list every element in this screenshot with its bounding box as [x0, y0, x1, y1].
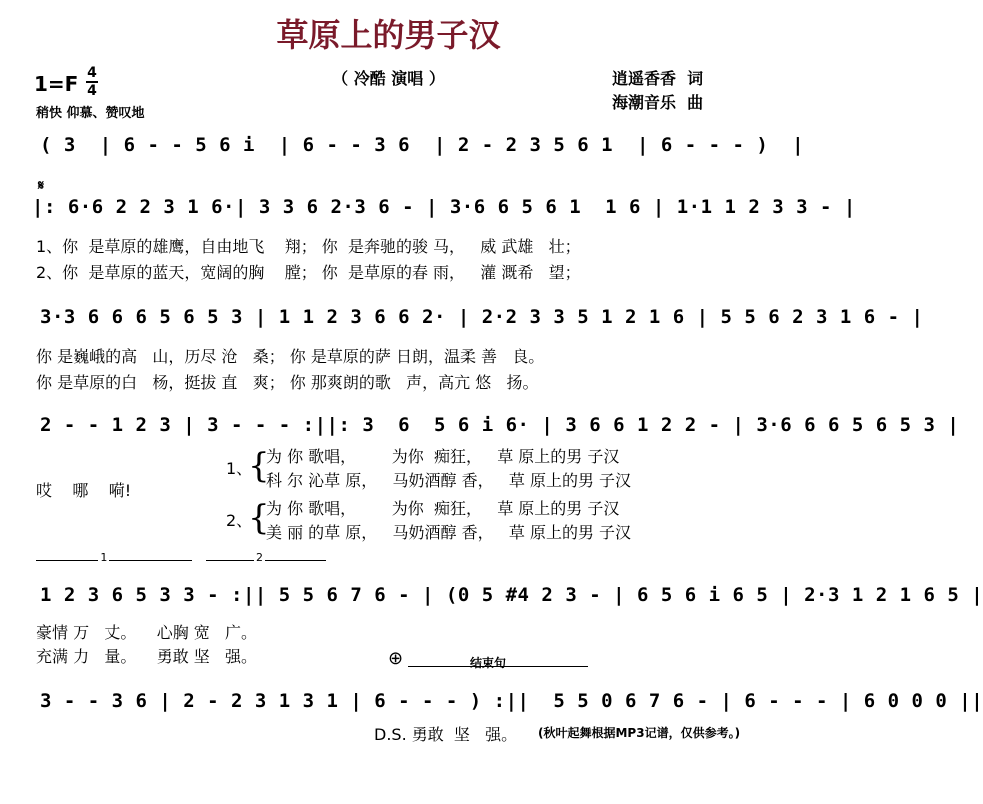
verse-brace-2: { — [248, 498, 270, 538]
lyric-row-4-v1-line-1: 为 你 歌唱， 为你 痴狂， 草 原上的男 子汉 — [266, 447, 620, 466]
lyric-row-5-verse-1: 豪情 万 丈。 心胸 宽 广。 — [36, 623, 258, 642]
lyric-row-3-verse-2: 你 是草原的白 杨，挺拔 直 爽； 你 那爽朗的歌 声，高亢 悠 扬。 — [36, 373, 539, 392]
notation-row-1: ( 3 | 6 - - 5 6 i | 6 - - 3 6 | 2 - 2 3 5 6 1 | 6 - - - ) | — [40, 134, 805, 156]
verse-brace-1: { — [248, 446, 270, 486]
time-signature-top: 4 — [87, 65, 97, 81]
lyric-row-5-verse-2: 充满 力 量。 勇敢 坚 强。 — [36, 647, 258, 666]
lyric-row-3-verse-1: 你 是巍峨的高 山，历尽 沧 桑； 你 是草原的萨 日朗，温柔 善 良。 — [36, 347, 545, 366]
lyric-row-4-v2-line-1: 为 你 歌唱， 为你 痴狂， 草 原上的男 子汉 — [266, 499, 620, 518]
transcription-note: (秋叶起舞根据MP3记谱，仅供参考。) — [538, 726, 741, 740]
verse-number-2: 2、 — [226, 511, 253, 530]
volta-bracket-2 — [206, 551, 326, 564]
volta-label-1: 1 — [100, 551, 108, 564]
notation-row-4: 2 - - 1 2 3 | 3 - - - :||: 3 6 5 6 i 6· | 3 6 6 1 2 2 - | 3·6 6 6 5 6 5 3 | — [40, 414, 960, 436]
coda-sign: ⊕ — [388, 648, 404, 669]
volta-label-2: 2 — [256, 551, 263, 564]
segno-sign: 𝄋 — [38, 178, 45, 194]
lyric-row-2-verse-1: 1、你 是草原的雄鹰，自由地飞 翔； 你 是奔驰的骏 马， 威 武雄 壮； — [36, 237, 581, 256]
volta-bracket-1 — [36, 551, 192, 564]
dal-segno-lyric: D.S. 勇敢 坚 强。 — [374, 725, 518, 744]
lyric-row-4-left: 哎 哪 嗬! — [36, 481, 132, 500]
key-signature: 1=F — [34, 72, 79, 96]
lyric-row-4-v1-line-2: 科 尔 沁草 原， 马奶酒醇 香， 草 原上的男 子汉 — [266, 471, 632, 490]
lyric-row-4-v2-line-2: 美 丽 的草 原， 马奶酒醇 香， 草 原上的男 子汉 — [266, 523, 632, 542]
song-title: 草原上的男子汉 — [276, 16, 501, 54]
lyricist-credit: 逍遥香香 词 — [612, 69, 704, 88]
time-signature-bottom: 4 — [87, 83, 97, 99]
composer-credit: 海潮音乐 曲 — [612, 93, 704, 112]
notation-row-5: 1 2 3 6 5 3 3 - :|| 5 5 6 7 6 - | (0 5 #4 2 3 - | 6 5 6 i 6 5 | 2·3 1 2 1 6 5 | — [40, 584, 983, 606]
notation-row-2: |: 6·6 2 2 3 1 6·| 3 3 6 2·3 6 - | 3·6 6 5 6 1 1 6 | 1·1 1 2 3 3 - | — [32, 196, 856, 218]
tempo-marking: 稍快 仰慕、赞叹地 — [36, 106, 145, 121]
end-section-label: 结束句 — [470, 656, 507, 670]
notation-row-6: 3 - - 3 6 | 2 - 2 3 1 3 1 | 6 - - - ) :|| 5 5 0 6 7 6 - | 6 - - - | 6 0 0 0 || — [40, 690, 983, 712]
lyric-row-2-verse-2: 2、你 是草原的蓝天，宽阔的胸 膛； 你 是草原的春 雨， 灌 溉希 望； — [36, 263, 581, 282]
singer-credit: （ 冷酷 演唱 ） — [332, 69, 445, 88]
verse-number-1: 1、 — [226, 459, 253, 478]
notation-row-3: 3·3 6 6 6 5 6 5 3 | 1 1 2 3 6 6 2· | 2·2 3 3 5 1 2 1 6 | 5 5 6 2 3 1 6 - | — [40, 306, 924, 328]
